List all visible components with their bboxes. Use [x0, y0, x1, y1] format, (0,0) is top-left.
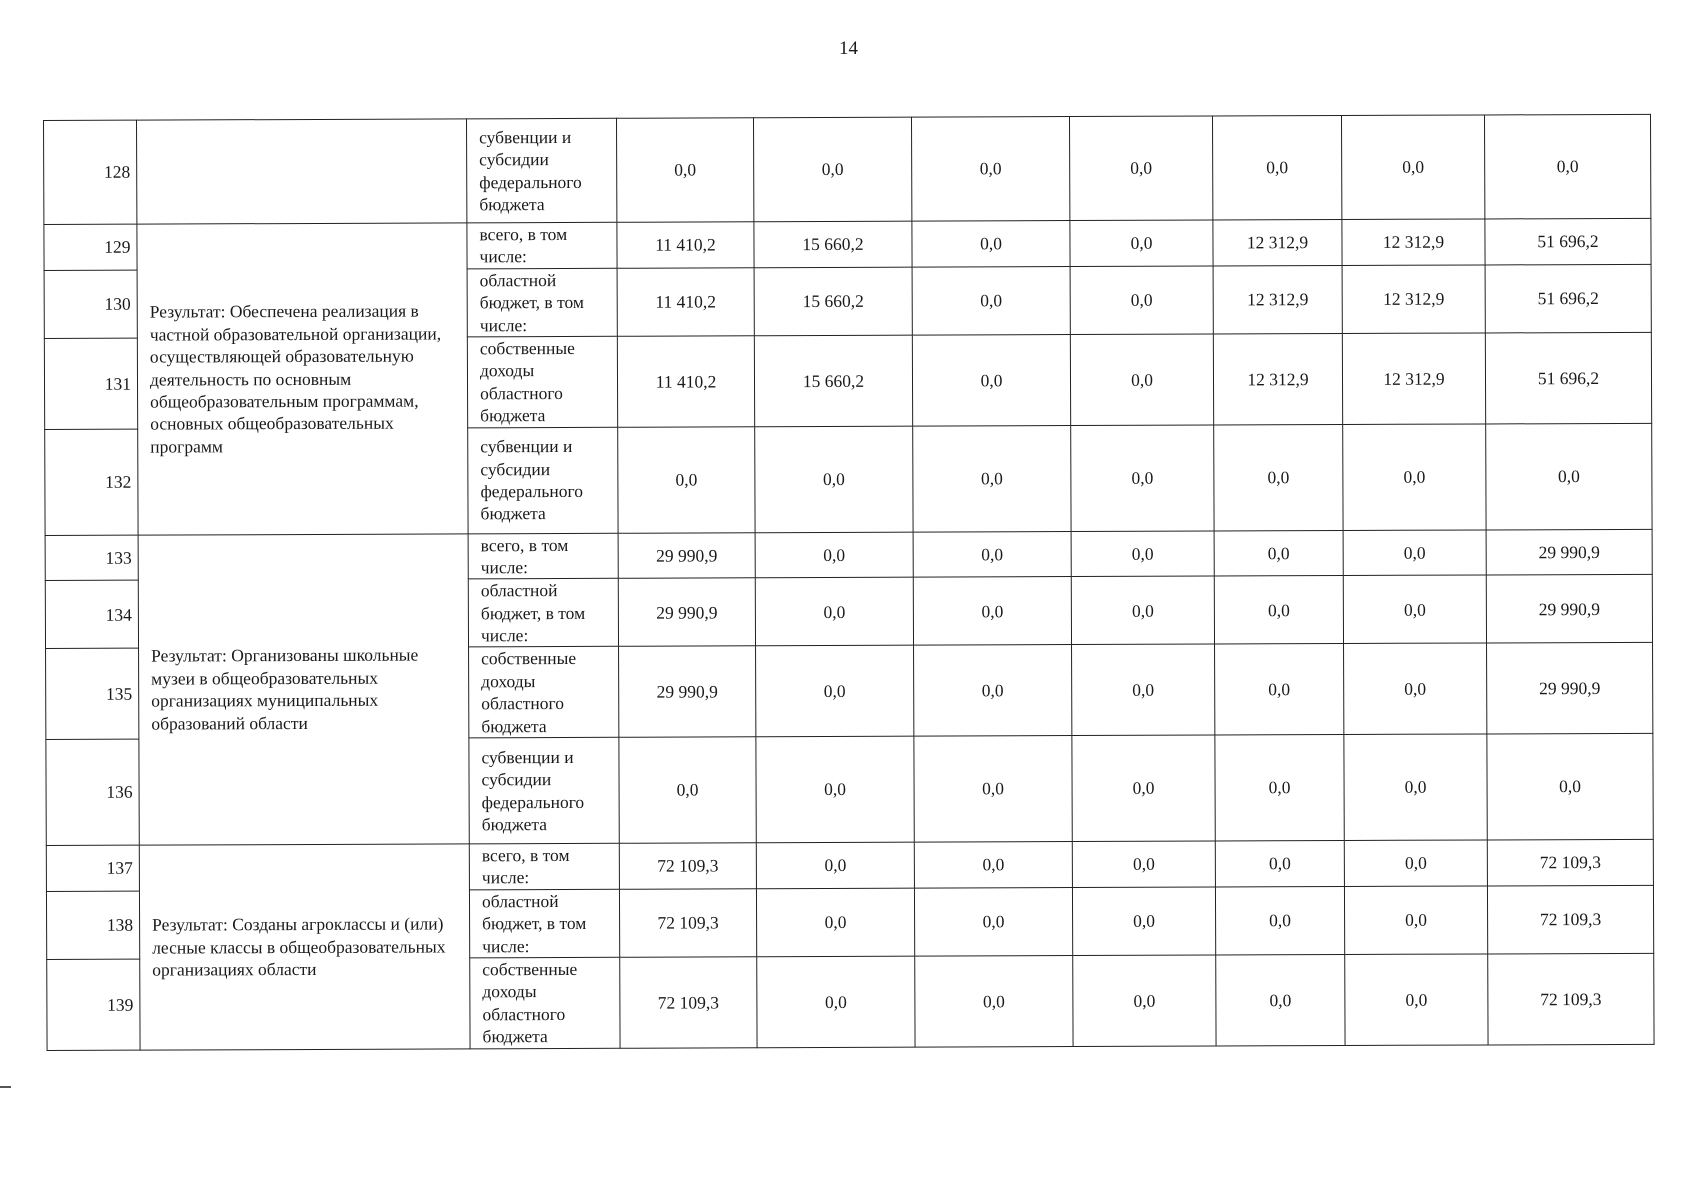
- year-value: 29 990,9: [618, 578, 755, 647]
- year-value: 0,0: [1341, 115, 1484, 220]
- year-value: 0,0: [755, 577, 913, 646]
- year-value: 29 990,9: [619, 646, 756, 737]
- year-value: 12 312,9: [1342, 265, 1485, 334]
- year-value: 0,0: [618, 426, 755, 533]
- year-value: 12 312,9: [1213, 265, 1342, 334]
- row-number: 138: [46, 891, 139, 960]
- row-number: 133: [45, 535, 138, 581]
- year-value: 0,0: [1072, 841, 1215, 887]
- year-value: 0,0: [1343, 423, 1486, 530]
- year-value: 0,0: [1343, 575, 1486, 644]
- year-value: 0,0: [755, 532, 913, 578]
- year-value: 0,0: [1214, 530, 1343, 576]
- year-value: 0,0: [1344, 840, 1487, 886]
- total-value: 51 696,2: [1485, 264, 1651, 333]
- year-value: 15 660,2: [754, 335, 912, 426]
- year-value: 72 109,3: [620, 957, 757, 1048]
- result-description: Результат: Организованы школьные музеи в общеобразовательных организациях муниципальных образований области: [138, 533, 469, 845]
- funding-source: собственные доходы областного бюджета: [467, 336, 617, 427]
- funding-source: собственные доходы областного бюджета: [470, 957, 620, 1048]
- year-value: 0,0: [1072, 644, 1215, 735]
- year-value: 12 312,9: [1213, 333, 1342, 424]
- table-row: [44, 114, 1651, 224]
- year-value: 0,0: [914, 887, 1072, 956]
- total-value: 72 109,3: [1487, 839, 1653, 885]
- year-value: 0,0: [1214, 576, 1343, 645]
- year-value: 0,0: [1214, 424, 1343, 530]
- year-value: 0,0: [912, 266, 1070, 335]
- year-value: 0,0: [1070, 334, 1213, 425]
- year-value: 0,0: [912, 221, 1070, 267]
- year-value: 12 312,9: [1342, 219, 1485, 265]
- year-value: 0,0: [914, 842, 1072, 888]
- funding-source: собственные доходы областного бюджета: [469, 647, 619, 738]
- year-value: 15 660,2: [754, 221, 912, 267]
- total-value: 72 109,3: [1487, 885, 1653, 954]
- year-value: 0,0: [915, 956, 1073, 1047]
- year-value: 0,0: [1345, 954, 1488, 1045]
- year-value: 12 312,9: [1342, 333, 1485, 424]
- scan-mark: [0, 1086, 11, 1088]
- year-value: 0,0: [911, 117, 1069, 222]
- year-value: 0,0: [1343, 529, 1486, 575]
- funding-source: областной бюджет, в том числе:: [468, 579, 618, 648]
- funding-source: всего, в том числе:: [468, 533, 618, 579]
- result-description: Результат: Обеспечена реализация в частной образовательной организации, осуществляющей образовательную деятельность по основным общеобразовательным программам, основных общеобразовательных программ: [137, 223, 468, 535]
- year-value: 0,0: [1215, 735, 1344, 841]
- row-number: 139: [47, 959, 140, 1050]
- year-value: 0,0: [1071, 531, 1214, 577]
- funding-source: субвенции и субсидии федерального бюджета: [468, 427, 618, 534]
- year-value: 0,0: [913, 531, 1071, 577]
- year-value: 0,0: [914, 645, 1072, 736]
- year-value: 0,0: [1073, 955, 1216, 1046]
- year-value: 0,0: [1071, 425, 1214, 532]
- year-value: 0,0: [1215, 644, 1344, 735]
- year-value: 0,0: [1344, 734, 1487, 841]
- year-value: 0,0: [756, 736, 914, 843]
- funding-source: областной бюджет, в том числе:: [469, 889, 619, 958]
- year-value: 0,0: [1072, 735, 1215, 842]
- year-value: 0,0: [1070, 266, 1213, 335]
- total-value: 72 109,3: [1488, 953, 1654, 1044]
- year-value: 0,0: [616, 118, 753, 223]
- year-value: 0,0: [1071, 576, 1214, 645]
- year-value: 0,0: [757, 956, 915, 1047]
- total-value: 51 696,2: [1485, 218, 1651, 264]
- year-value: 0,0: [1070, 220, 1213, 266]
- year-value: 11 410,2: [617, 268, 754, 337]
- funding-source: всего, в том числе:: [469, 843, 619, 889]
- funding-source: субвенции и субсидии федерального бюджета: [469, 737, 619, 844]
- year-value: 0,0: [753, 117, 911, 222]
- year-value: 12 312,9: [1213, 220, 1342, 266]
- total-value: 0,0: [1484, 114, 1650, 219]
- year-value: 0,0: [913, 425, 1071, 532]
- table-row: [46, 839, 1653, 891]
- year-value: 0,0: [914, 736, 1072, 843]
- total-value: 29 990,9: [1486, 575, 1652, 644]
- row-number: 137: [46, 845, 139, 891]
- year-value: 29 990,9: [618, 532, 755, 578]
- row-number: 135: [46, 649, 139, 740]
- row-number: 129: [44, 224, 137, 270]
- result-description: [137, 119, 467, 224]
- total-value: 0,0: [1487, 733, 1653, 840]
- year-value: 0,0: [1215, 886, 1344, 955]
- total-value: 51 696,2: [1485, 332, 1651, 423]
- table-body: [44, 114, 1655, 1050]
- funding-source: областной бюджет, в том числе:: [467, 268, 617, 337]
- year-value: 0,0: [755, 426, 913, 533]
- funding-source: субвенции и субсидии федерального бюджета: [466, 118, 616, 223]
- row-number: 134: [45, 580, 138, 649]
- year-value: 72 109,3: [619, 889, 756, 958]
- year-value: 11 410,2: [617, 336, 754, 427]
- table-row: [45, 529, 1652, 581]
- table-row: [44, 218, 1651, 270]
- year-value: 0,0: [913, 577, 1071, 646]
- year-value: 0,0: [619, 737, 756, 844]
- year-value: 72 109,3: [619, 843, 756, 889]
- row-number: 131: [44, 338, 137, 429]
- year-value: 0,0: [1072, 887, 1215, 956]
- row-number: 130: [44, 270, 137, 339]
- year-value: 0,0: [1069, 116, 1212, 221]
- year-value: 0,0: [756, 888, 914, 957]
- year-value: 0,0: [1344, 886, 1487, 955]
- year-value: 0,0: [756, 842, 914, 888]
- funding-source: всего, в том числе:: [467, 222, 617, 268]
- year-value: 11 410,2: [617, 222, 754, 268]
- result-description: Результат: Созданы агроклассы и (или) лесные классы в общеобразовательных организациях области: [139, 844, 470, 1050]
- budget-table: [43, 114, 1655, 1051]
- year-value: 0,0: [1344, 643, 1487, 734]
- year-value: 0,0: [1212, 116, 1341, 220]
- year-value: 0,0: [912, 335, 1070, 426]
- year-value: 0,0: [756, 646, 914, 737]
- page-number: 14: [839, 38, 858, 59]
- row-number: 132: [45, 429, 138, 535]
- row-number: 136: [46, 739, 139, 845]
- year-value: 0,0: [1215, 841, 1344, 887]
- year-value: 0,0: [1216, 954, 1345, 1045]
- total-value: 0,0: [1486, 423, 1652, 530]
- row-number: 128: [44, 120, 137, 224]
- total-value: 29 990,9: [1487, 643, 1653, 734]
- total-value: 29 990,9: [1486, 529, 1652, 575]
- year-value: 15 660,2: [754, 267, 912, 336]
